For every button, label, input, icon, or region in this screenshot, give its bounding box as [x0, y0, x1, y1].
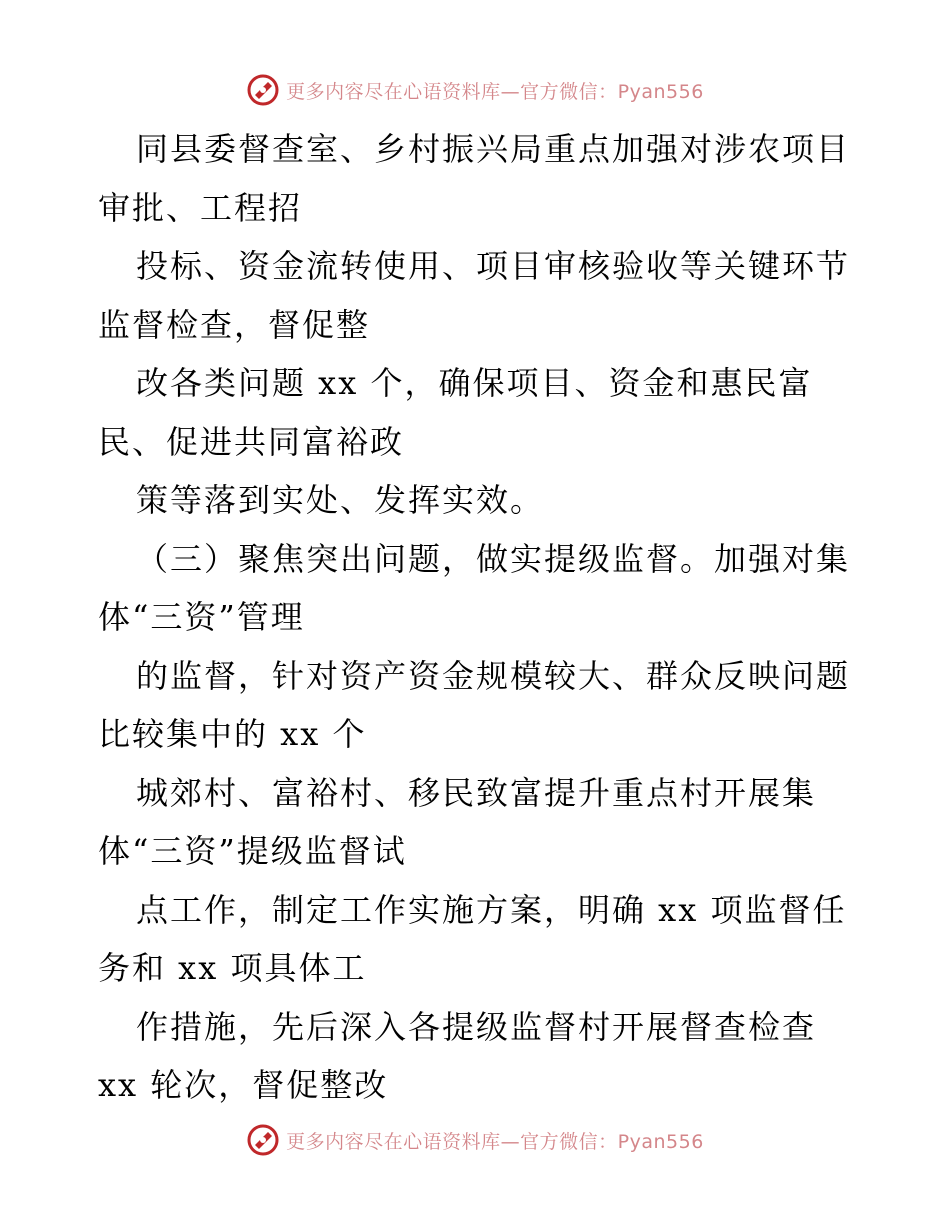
- header-banner-text: 更多内容尽在心语资料库—官方微信：Pyan556: [286, 80, 704, 103]
- text-line: xx 轮次，督促整改: [98, 1066, 389, 1104]
- footer-banner: [0, 1120, 950, 1160]
- text-line: （三）聚焦突出问题，做实提级监督。加强对集: [136, 539, 851, 578]
- text-line: 投标、资金流转使用、项目审核验收等关键环节: [136, 247, 851, 285]
- logo-icon: [246, 1123, 280, 1157]
- text-line: 体“三资”提级监督试: [98, 832, 407, 870]
- text-line: 民、促进共同富裕政: [98, 422, 405, 461]
- text-line: 改各类问题 xx 个，确保项目、资金和惠民富: [136, 364, 813, 402]
- text-line: 比较集中的 xx 个: [98, 715, 367, 753]
- text-line: 审批、工程招: [98, 188, 303, 227]
- text-line: 作措施，先后深入各提级监督村开展督查检查: [136, 1007, 817, 1046]
- text-line: 监督检查，督促整: [98, 305, 371, 344]
- document-body: [98, 120, 868, 1115]
- footer-banner-text: 更多内容尽在心语资料库—官方微信：Pyan556: [286, 1130, 704, 1153]
- text-line: 策等落到实处、发挥实效。: [136, 481, 545, 519]
- logo-icon: [246, 73, 280, 107]
- text-line: 城郊村、富裕村、移民致富提升重点村开展集: [136, 773, 817, 812]
- text-line: 点工作，制定工作实施方案，明确 xx 项监督任: [136, 890, 847, 929]
- text-line: 同县委督查室、乡村振兴局重点加强对涉农项目: [136, 130, 851, 168]
- header-banner: [0, 70, 950, 110]
- text-line: 务和 xx 项具体工: [98, 949, 367, 987]
- text-line: 体“三资”管理: [98, 598, 305, 636]
- text-line: 的监督，针对资产资金规模较大、群众反映问题: [136, 656, 851, 695]
